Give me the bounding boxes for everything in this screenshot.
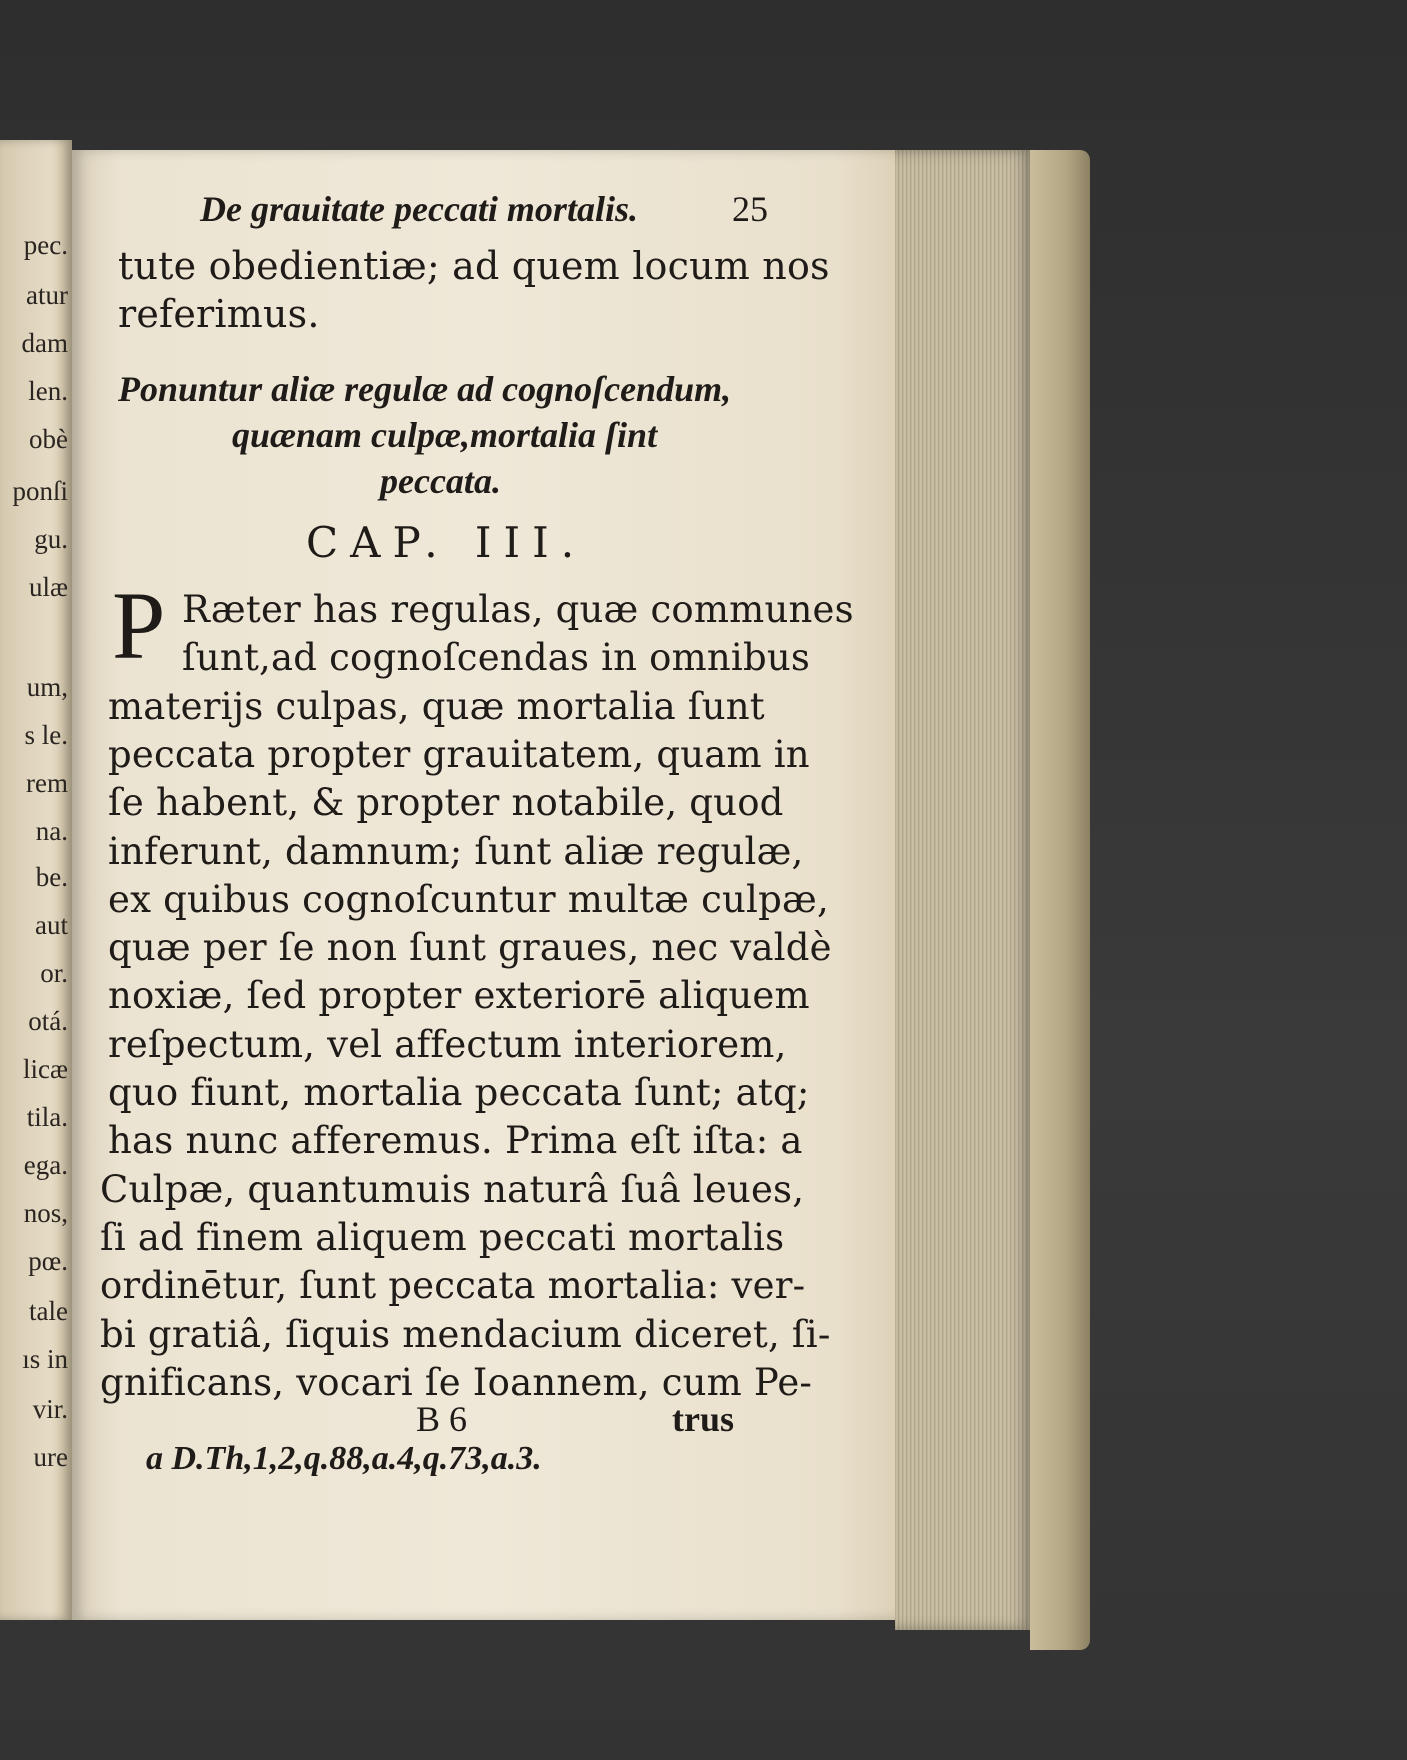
left-page-fragment: ponſi (12, 476, 68, 506)
drop-cap: P (112, 572, 166, 679)
left-page-fragment: atur (26, 280, 68, 310)
page-number: 25 (732, 189, 768, 229)
left-page-edge (0, 140, 72, 1620)
left-page-fragment: tale (29, 1296, 68, 1326)
left-page-fragment: ega. (23, 1150, 68, 1180)
body-line: gnificans, vocari ſe Ioannem, cum Pe- (100, 1361, 813, 1404)
left-page-fragment: ure (33, 1442, 68, 1472)
page-edges (895, 150, 1035, 1630)
left-page-fragment: aut (35, 910, 68, 940)
left-page-fragment: ulæ (28, 572, 68, 602)
left-page-fragment: licæ (23, 1054, 68, 1084)
left-page-fragment: gu. (34, 524, 68, 554)
body-line: ordinētur, ſunt peccata mortalia: ver- (100, 1264, 806, 1307)
section-heading-line-3: peccata. (380, 461, 501, 501)
body-line: Culpæ, quantumuis naturâ ſuâ leues, (100, 1168, 805, 1211)
left-page-fragment: um, (26, 672, 68, 702)
chapter-title: CAP. III. (306, 518, 587, 567)
body-line: materijs culpas, quæ mortalia ſunt (108, 685, 765, 728)
body-line: reſpectum, vel affectum interiorem, (108, 1023, 787, 1066)
running-head: De grauitate peccati mortalis. (200, 189, 638, 229)
section-heading-line-1: Ponuntur aliæ regulæ ad cognoſcendum, (118, 369, 732, 409)
catchword: trus (672, 1399, 734, 1439)
signature-mark: B 6 (416, 1399, 468, 1439)
body-line: ex quibus cognoſcuntur multæ culpæ, (108, 878, 829, 921)
section-heading-line-2: quænam culpæ,mortalia ſint (232, 415, 658, 455)
left-page-fragment: len. (28, 376, 68, 406)
book-cover-edge (1030, 150, 1090, 1650)
left-page-fragment: be. (35, 862, 68, 892)
intro-line-1: tute obedientiæ; ad quem locum nos (118, 244, 830, 288)
left-page-fragment: s le. (24, 720, 68, 750)
left-page-fragment: rem (26, 768, 68, 798)
left-page-fragment: dam (21, 328, 68, 358)
left-page-fragment: tila. (26, 1102, 68, 1132)
body-line: ſe habent, & propter notabile, quod (108, 781, 784, 824)
left-page-fragment: otá. (28, 1006, 68, 1036)
body-line: ſi ad finem aliquem peccati mortalis (100, 1216, 785, 1259)
left-page-fragment: obè (29, 424, 68, 454)
body-line: Ræter has regulas, quæ communes (182, 588, 854, 631)
left-page-fragment: ıs in (22, 1344, 68, 1374)
left-page-fragment: nos, (23, 1198, 68, 1228)
body-line: has nunc afferemus. Prima eſt iſta: a (108, 1119, 803, 1162)
body-line: ſunt,ad cognoſcendas in omnibus (182, 636, 811, 679)
left-page-fragment: or. (40, 958, 68, 988)
left-page-fragment: pœ. (28, 1246, 68, 1276)
body-line: noxiæ, ſed propter exteriorē aliquem (108, 974, 810, 1017)
body-line: peccata propter grauitatem, quam in (108, 733, 810, 776)
body-line: bi gratiâ, ſiquis mendacium diceret, ſi- (100, 1313, 831, 1356)
marginal-note: a D.Th,1,2,q.88,a.4,q.73,a.3. (146, 1440, 542, 1477)
left-page-fragment: vir. (32, 1394, 68, 1424)
left-page-fragment: na. (35, 816, 68, 846)
body-line: inferunt, damnum; ſunt aliæ regulæ, (108, 830, 804, 873)
body-line: quæ per ſe non ſunt graues, nec valdè (108, 926, 832, 969)
left-page-fragment: pec. (23, 230, 68, 260)
body-line: quo fiunt, mortalia peccata ſunt; atq; (108, 1071, 810, 1114)
intro-line-2: referimus. (118, 292, 320, 336)
